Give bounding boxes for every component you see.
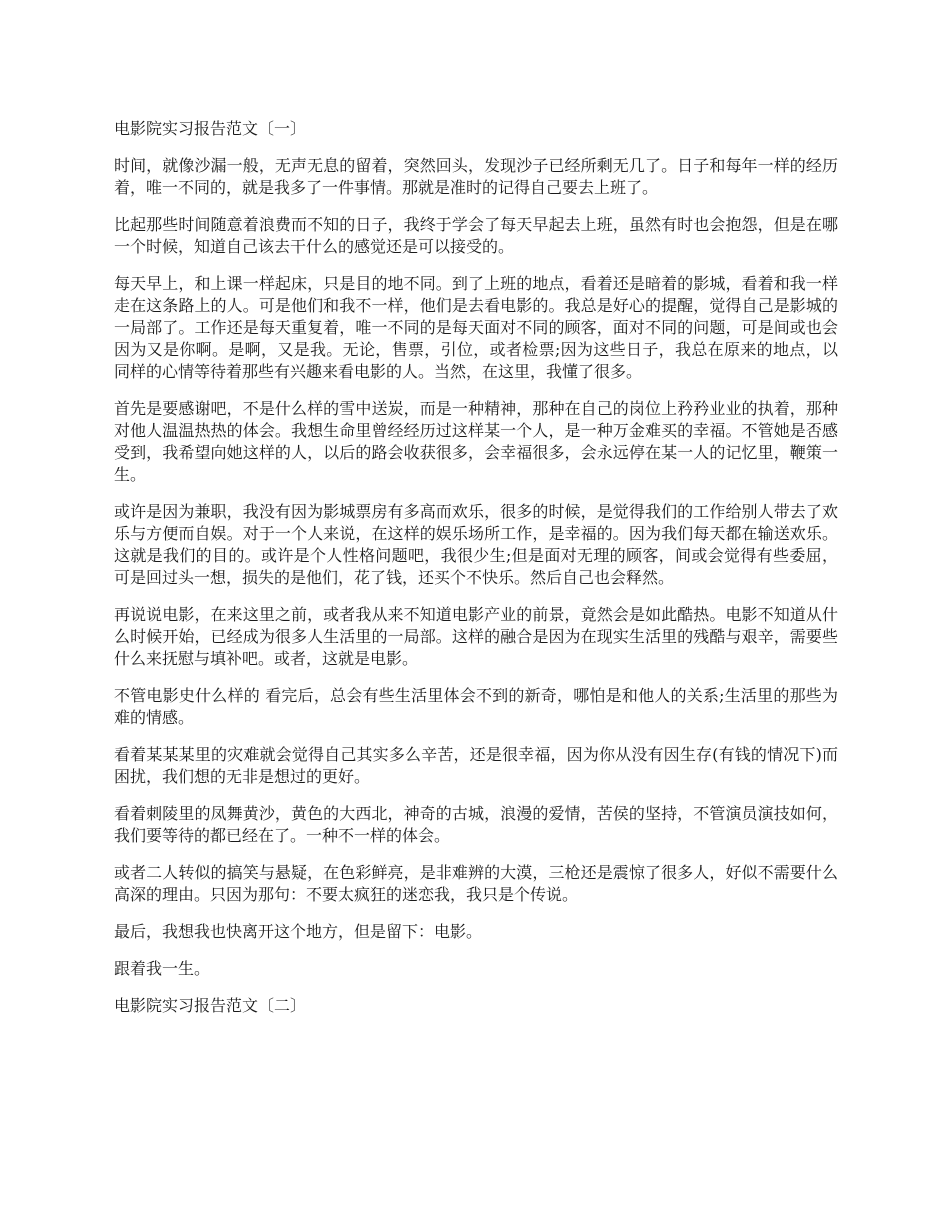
paragraph: 比起那些时间随意着浪费而不知的日子，我终于学会了每天早起去上班，虽然有时也会抱怨，但是在哪一个时候，知道自己该去干什么的感觉还是可以接受的。: [114, 215, 838, 256]
paragraph: 看着某某某里的灾难就会觉得自己其实多么辛苦，还是很幸福，因为你从没有因生存(有钱的情况下)而困扰，我们想的无非是想过的更好。: [114, 745, 838, 786]
document-page: [114, 118, 838, 1032]
paragraph: 最后，我想我也快离开这个地方，但是留下：电影。: [114, 922, 483, 941]
paragraph: 或者二人转似的搞笑与悬疑，在色彩鲜亮，是非难辨的大漠，三枪还是震惊了很多人，好似不需要什么高深的理由。只因为那句：不要太疯狂的迷恋我，我只是个传说。: [114, 863, 838, 904]
paragraph: 再说说电影，在来这里之前，或者我从来不知道电影产业的前景，竟然会是如此酷热。电影不知道从什么时候开始，已经成为很多人生活里的一局部。这样的融合是因为在现实生活里的残酷与艰辛，需要些什么来抚慰与填补吧。或者，这就是电影。: [114, 605, 838, 668]
paragraph: 跟着我一生。: [114, 959, 211, 978]
paragraph: 时间，就像沙漏一般，无声无息的留着，突然回头，发现沙子已经所剩无几了。日子和每年一样的经历着，唯一不同的，就是我多了一件事情。那就是准时的记得自己要去上班了。: [114, 156, 838, 197]
section-title-2: 电影院实习报告范文〔二〕: [114, 996, 307, 1015]
section-title-1: 电影院实习报告范文〔一〕: [114, 119, 307, 138]
paragraph: 或许是因为兼职，我没有因为影城票房有多高而欢乐，很多的时候，是觉得我们的工作给别人带去了欢乐与方便而自娱。对于一个人来说，在这样的娱乐场所工作，是幸福的。因为我们每天都在输送欢乐。这就是我们的目的。或许是个人性格问题吧，我很少生;但是面对无理的顾客，间或会觉得有些委屈，可是回过头一想，损失的是他们，花了钱，还买个不快乐。然后自己也会释然。: [114, 502, 838, 587]
paragraph: 首先是要感谢吧，不是什么样的雪中送炭，而是一种精神，那种在自己的岗位上矜矜业业的执着，那种对他人温温热热的体会。我想生命里曾经经历过这样某一个人，是一种万金难买的幸福。不管她是否感受到，我希望向她这样的人，以后的路会收获很多，会幸福很多，会永远停在某一人的记忆里，鞭策一生。: [114, 399, 838, 484]
paragraph: 每天早上，和上课一样起床，只是目的地不同。到了上班的地点，看着还是暗着的影城，看着和我一样走在这条路上的人。可是他们和我不一样，他们是去看电影的。我总是好心的提醒，觉得自己是影城的一局部了。工作还是每天重复着，唯一不同的是每天面对不同的顾客，面对不同的问题，可是间或也会因为又是你啊。是啊，又是我。无论，售票，引位，或者检票;因为这些日子，我总在原来的地点，以同样的心情等待着那些有兴趣来看电影的人。当然，在这里，我懂了很多。: [114, 274, 838, 381]
paragraph: 不管电影史什么样的 看完后，总会有些生活里体会不到的新奇，哪怕是和他人的关系;生活里的那些为难的情感。: [114, 686, 838, 727]
paragraph: 看着刺陵里的凤舞黄沙，黄色的大西北，神奇的古城，浪漫的爱情，苦侯的坚持，不管演员演技如何，我们要等待的都已经在了。一种不一样的体会。: [114, 804, 838, 845]
